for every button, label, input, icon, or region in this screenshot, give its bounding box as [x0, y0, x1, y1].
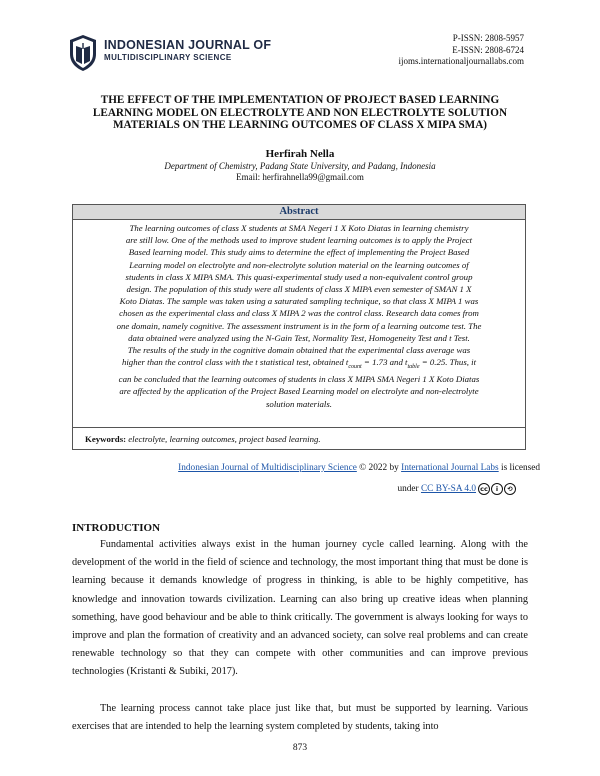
- abstract-line: design. The population of this study were all students of class X MIPA even semester of SMAN 1 X: [126, 284, 472, 295]
- keywords-list: electrolyte, learning outcomes, project based learning.: [126, 434, 321, 444]
- journal-website: ijoms.internationaljournallabs.com: [398, 56, 524, 66]
- share-alike-icon: ⟲: [504, 483, 516, 495]
- abstract-line: are affected by the application of the Project Based Learning model on electrolyte and non-electrolyte: [119, 386, 479, 397]
- journal-link[interactable]: Indonesian Journal of Multidisciplinary Science: [178, 463, 357, 473]
- abstract-line: students in class X MIPA SMA. This quasi-experimental study used a non-equivalent control group: [125, 271, 473, 282]
- title-line: MATERIALS ON THE LEARNING OUTCOMES OF CLASS X MIPA SMA): [112, 119, 488, 131]
- author-affiliation: Department of Chemistry, Padang State University, and Padang, Indonesia: [164, 161, 436, 171]
- body-paragraph-2: [72, 700, 528, 736]
- abstract-line: can be concluded that the learning outcomes of students in class X MIPA SMA Negeri 1 X Koto Diatas: [118, 374, 480, 385]
- t-table-subscript: table: [407, 363, 420, 370]
- shield-book-logo-icon: [68, 34, 98, 72]
- abstract-line: one domain, namely cognitive. The assessment instrument is in the form of a learning outcome test. The: [116, 320, 482, 331]
- author-email: Email: herfirahnella99@gmail.com: [236, 172, 364, 182]
- abstract-line: Koto Diatas. The sample was taken using a saturated sampling technique, so that class X MIPA 1 was: [119, 296, 479, 307]
- journal-name-line1: INDONESIAN JOURNAL OF: [104, 38, 272, 52]
- abstract-heading: Abstract: [73, 205, 525, 220]
- keywords-divider: [73, 427, 525, 428]
- result-text-b: = 1.73 and t: [361, 357, 408, 368]
- paragraph-text: The learning process cannot take place just like that, but must be supported by learning. Various exercises that are intended to help the learning system completed by students, taking into: [72, 703, 528, 733]
- journal-name: [104, 38, 271, 63]
- result-text-c: = 0.25. Thus, it: [419, 357, 477, 368]
- body-paragraph-1: [72, 536, 528, 682]
- p-issn: P-ISSN: 2808-5957: [452, 33, 524, 43]
- abstract-box: [72, 204, 526, 450]
- abstract-line: solution materials.: [266, 398, 332, 409]
- result-text-a: higher than the control class with the t statistical test, obtained t: [121, 357, 349, 368]
- attribution-icon: i: [491, 483, 503, 495]
- abstract-result-line: [79, 356, 519, 373]
- abstract-text: [79, 222, 519, 410]
- license-line-2: [120, 483, 516, 495]
- abstract-line: chosen as the experimental class and class X MIPA 2 was the control class. Research data comes from: [119, 308, 479, 319]
- cc-license-link[interactable]: CC BY-SA 4.0: [420, 484, 476, 495]
- journal-name-line2: MULTIDISCIPLINARY SCIENCE: [104, 53, 232, 62]
- keywords-label: Keywords:: [85, 434, 127, 444]
- abstract-line: Learning model on electrolyte and non-electrolyte solution material on the learning outcomes of: [129, 259, 469, 270]
- license-line-1: [120, 463, 540, 473]
- e-issn: E-ISSN: 2808-6724: [452, 44, 524, 55]
- title-line: THE EFFECT OF THE IMPLEMENTATION OF PROJECT BASED LEARNING: [100, 94, 500, 106]
- publisher-link[interactable]: International Journal Labs: [401, 463, 499, 473]
- abstract-line: The learning outcomes of class X students at SMA Negeri 1 X Koto Diatas in learning chemistry: [129, 223, 469, 233]
- keywords: [85, 434, 321, 444]
- cc-icon: cc: [478, 483, 490, 495]
- issn-block: [399, 33, 524, 68]
- cc-badge[interactable]: [478, 483, 516, 495]
- copyright-text: © 2022 by: [356, 463, 402, 473]
- abstract-line: data obtained were analyzed using the N-Gain Test, Normality Test, Homogeneity Test and t Test.: [128, 332, 470, 343]
- abstract-line: The results of the study in the cognitive domain obtained that the experimental class average was: [127, 345, 471, 356]
- t-count-subscript: count: [348, 363, 362, 370]
- article-title: [60, 94, 540, 132]
- paragraph-text: Fundamental activities always exist in the human journey cycle called learning. Along with the development of the world in the field of science and technology, the most important thing that must be done is learning because it demands knowledge of progress in thinking, is able to be highly competitive, has knowledge and innovation towards civilization. Learning can also bring up creative ideas when planning something, have good behaviour and be able to think critically. The government is always looking for ways to improve and plan the formation of creativity and an advanced society, can solve real problems and can create renewable technology so that they can compete with other communities and can improve previous technologies (Kristanti & Subiki, 2017).: [72, 539, 528, 678]
- page-number: 873: [292, 743, 308, 753]
- abstract-line: Based learning model. This study aims to determine the effect of implementing the Project Based: [128, 247, 470, 258]
- title-line: LEARNING MODEL ON ELECTROLYTE AND NON ELECTROLYTE SOLUTION: [92, 106, 508, 119]
- licensed-text: is licensed: [498, 463, 540, 473]
- section-heading-introduction: INTRODUCTION: [72, 522, 161, 534]
- abstract-line: are still low. One of the methods used to improve student learning outcomes is to apply the Project: [125, 235, 473, 246]
- under-text: under: [397, 484, 421, 495]
- author-name: Herfirah Nella: [265, 148, 335, 160]
